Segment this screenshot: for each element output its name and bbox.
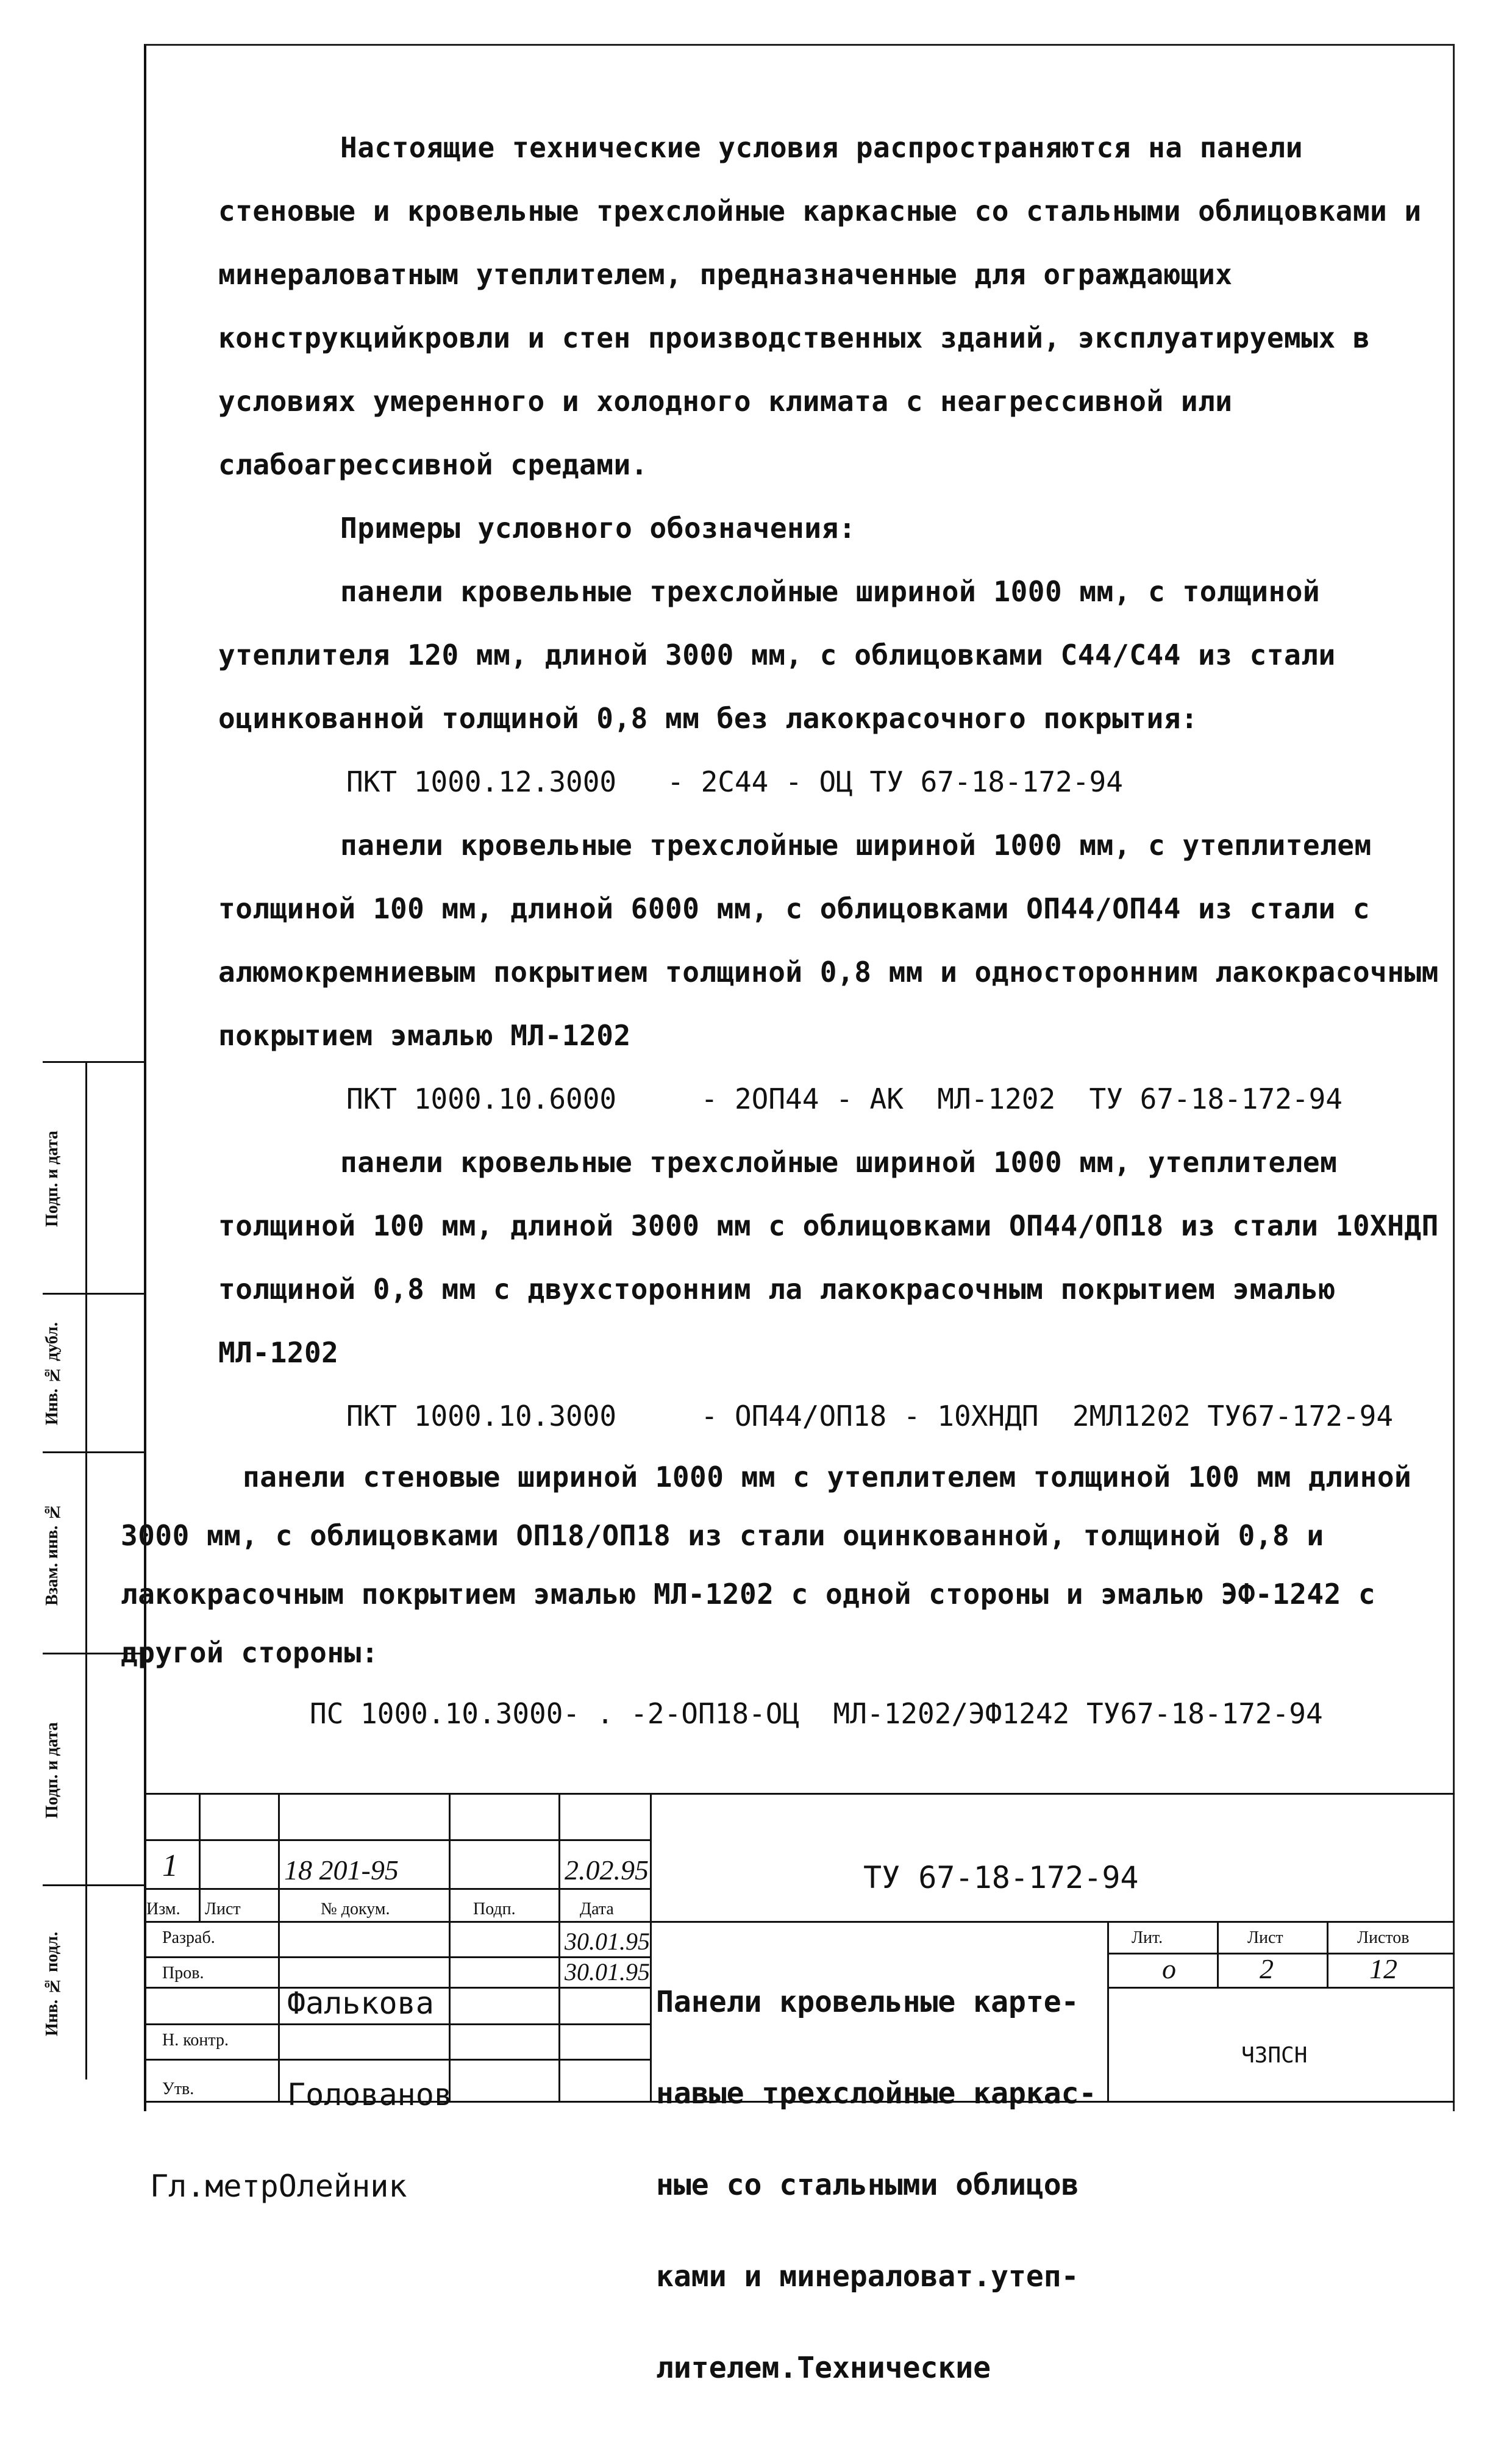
example-3-description: панели кровельные трехслойные шириной 1000 мм, утеплителем толщиной 100 мм, длиной 3000 мм с облицовками ОП44/ОП18 из стали 10ХНДП толщиной 0,8 мм с двухсторонним ла лакокрасочным покрытием эмалью МЛ-1202 — [218, 1146, 1439, 1369]
column-label-doc: № докум. — [321, 1900, 390, 1919]
lit-label: Лит. — [1132, 1928, 1163, 1947]
stamp-line — [1107, 1921, 1109, 2101]
body-text — [121, 116, 1444, 1745]
stamp-line — [144, 1888, 650, 1890]
stamp-line — [144, 1793, 1455, 1795]
title-line: ные со стальными облицов — [656, 2168, 1079, 2202]
role-norm-control: Н. контр. — [162, 2031, 229, 2050]
strip-cell — [43, 1061, 144, 1293]
strip-cell — [43, 1293, 144, 1451]
revision-doc-number: 18 201-95 — [284, 1854, 399, 1886]
role-checker: Пров. — [162, 1964, 204, 1983]
strip-label: Инв. № дубл. — [43, 1322, 62, 1426]
title-line: Панели кровельные карте- — [656, 1985, 1079, 2019]
sheets-value: 12 — [1369, 1953, 1397, 1984]
role-chief: Гл.метр — [150, 2169, 279, 2204]
column-label-izm: Изм. — [146, 1900, 180, 1919]
revision-number: 1 — [162, 1848, 178, 1883]
revision-date: 2.02.95 — [565, 1854, 649, 1886]
left-margin-strip — [43, 1061, 144, 2079]
title-line: навые трехслойные каркас- — [656, 2076, 1097, 2111]
stamp-line — [650, 1793, 652, 2101]
person-checker: Голованов — [287, 2077, 452, 2112]
example-1-description: панели кровельные трехслойные шириной 1000 мм, с толщиной утеплителя 120 мм, длиной 3000 мм, с облицовками С44/С44 из стали оцинкованной толщиной 0,8 мм без лакокрасочного покрытия: — [218, 575, 1336, 735]
document-title — [656, 1926, 1096, 2444]
column-label-date: Дата — [580, 1900, 614, 1919]
stamp-line — [1107, 1987, 1455, 1989]
role-approver: Утв. — [162, 2079, 194, 2098]
person-chief-name: Олейник — [278, 2169, 407, 2204]
stamp-line — [1107, 1953, 1455, 1954]
person-chief — [150, 2169, 644, 2204]
stamp-line — [199, 1793, 201, 1921]
example-4-designation: ПС 1000.10.3000- . -2-ОП18-ОЦ МЛ-1202/ЭФ1242 ТУ67-18-172-94 — [310, 1697, 1323, 1730]
example-4-description: панели стеновые шириной 1000 мм с утеплителем толщиной 100 мм длиной 3000 мм, с облицовками ОП18/ОП18 из стали оцинкованной, толщиной 0,8 и лакокрасочным покрытием эмалью МЛ-1202 с одной стороны и эмалью ЭФ-1242 с другой стороны: — [121, 1461, 1412, 1669]
lit-value: о — [1162, 1953, 1176, 1984]
title-line: лителем.Технические — [656, 2351, 991, 2385]
sheet-label: Лист — [1247, 1928, 1283, 1947]
strip-label: Подп. и дата — [43, 1131, 62, 1227]
title-block — [144, 1793, 1455, 2385]
person-developer: Фалькова — [287, 1986, 434, 2021]
sheet-value: 2 — [1260, 1953, 1274, 1984]
strip-cell — [43, 1884, 144, 2079]
example-2-description: панели кровельные трехслойные шириной 1000 мм, с утеплителем толщиной 100 мм, длиной 6000 мм, с облицовками ОП44/ОП44 из стали с алюмокремниевым покрытием толщиной 0,8 мм и односторонним лакокрасочным покрытием эмалью МЛ-1202 — [218, 829, 1439, 1052]
title-line: ками и минераловат.утеп- — [656, 2259, 1079, 2294]
column-label-list: Лист — [205, 1900, 241, 1919]
strip-cell — [43, 1653, 144, 1884]
stamp-line — [144, 1921, 1455, 1923]
stamp-line — [144, 1839, 650, 1841]
strip-label: Подп. и дата — [43, 1722, 62, 1818]
document-code: ТУ 67-18-172-94 — [863, 1860, 1139, 1895]
developer-sign-date: 30.01.95 — [565, 1928, 650, 1955]
intro-paragraph: Настоящие технические условия распространяются на панели стеновые и кровельные трехслойные каркасные со стальными облицовками и минераловатным утеплителем, предназначенные для ограждающих конструкцийкровли и стен производственных зданий, эксплуатируемых в условиях умеренного и холодного климата с неагрессивной или слабоагрессивной средами. — [218, 131, 1422, 481]
example-2-designation: ПКТ 1000.10.6000 - 2ОП44 - АК МЛ-1202 ТУ 67-18-172-94 — [346, 1082, 1343, 1115]
column-label-sign: Подп. — [473, 1900, 516, 1919]
checker-sign-date: 30.01.95 — [565, 1958, 650, 1986]
stamp-line — [1217, 1921, 1219, 1987]
example-1-designation: ПКТ 1000.12.3000 - 2С44 - ОЦ ТУ 67-18-172-94 — [346, 765, 1123, 798]
examples-heading: Примеры условного обозначения: — [340, 512, 856, 545]
role-developer: Разраб. — [162, 1928, 215, 1947]
strip-label: Инв. № подл. — [43, 1931, 62, 2036]
strip-cell — [43, 1451, 144, 1653]
stamp-line — [1327, 1921, 1328, 1987]
strip-label: Взам. инв. № — [43, 1502, 62, 1606]
example-3-designation: ПКТ 1000.10.3000 - ОП44/ОП18 - 10ХНДП 2МЛ1202 ТУ67-172-94 — [346, 1400, 1394, 1432]
sheets-label: Листов — [1357, 1928, 1410, 1947]
organization: ЧЗПСН — [1241, 2043, 1308, 2068]
